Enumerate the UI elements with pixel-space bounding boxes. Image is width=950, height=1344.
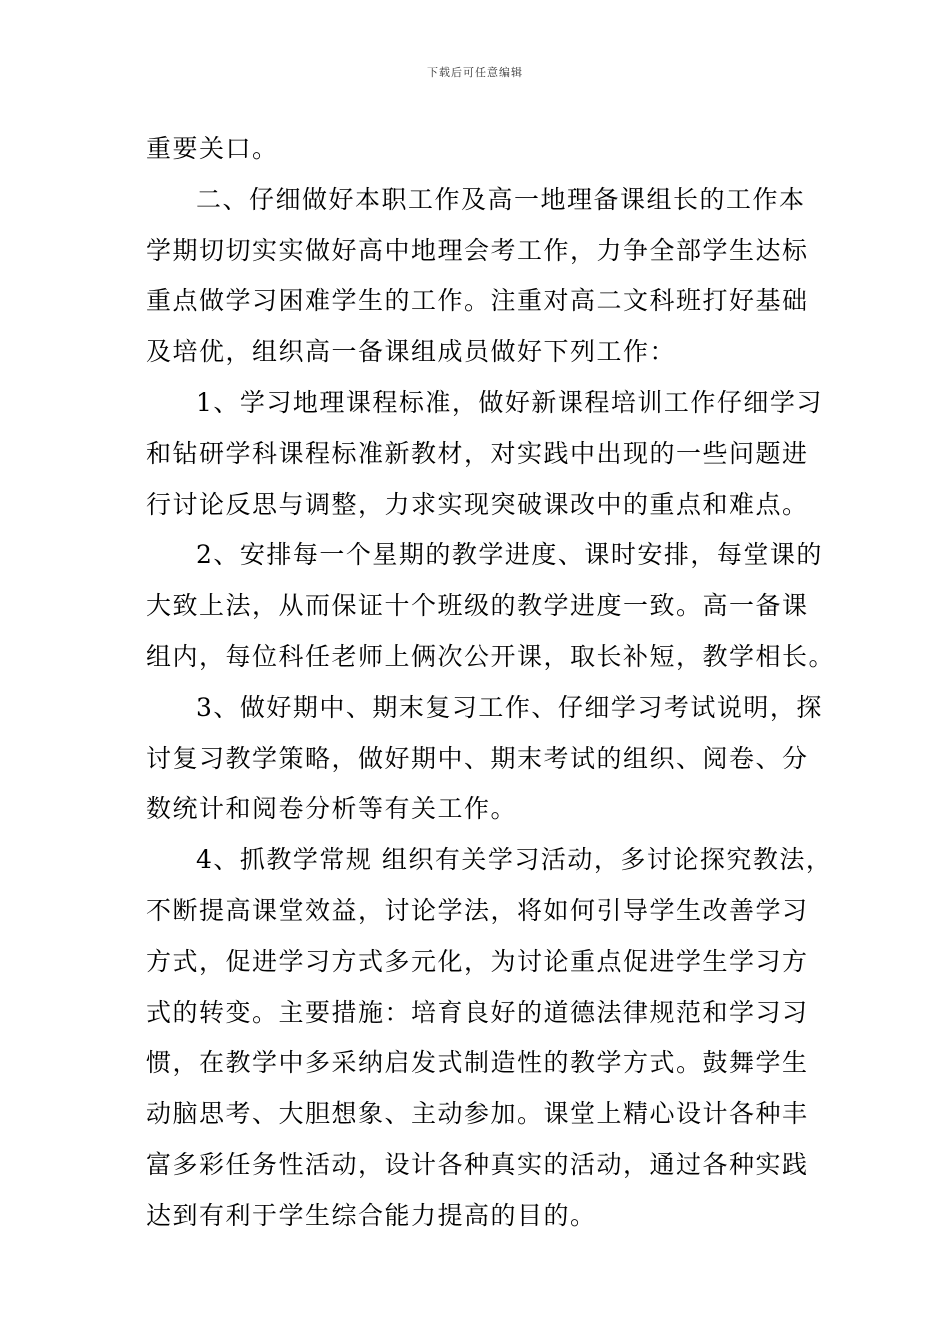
- page-header: 下载后可任意编辑: [427, 66, 523, 79]
- text-line: 重要关口。: [146, 134, 279, 163]
- text-line: 行讨论反思与调整，力求实现突破课改中的重点和难点。: [146, 489, 809, 519]
- text-line: 惯，在教学中多采纳启发式制造性的教学方式。鼓舞学生: [146, 1048, 809, 1078]
- text-line: 式的转变。主要措施：培育良好的道德法律规范和学习习: [146, 997, 809, 1027]
- document-body: [146, 124, 836, 1242]
- text-line: 及培优，组织高一备课组成员做好下列工作：: [146, 337, 677, 367]
- text-line: 方式，促进学习方式多元化，为讨论重点促进学生学习方: [146, 946, 809, 976]
- text-line: 组内，每位科任老师上俩次公开课，取长补短，教学相长。: [146, 641, 836, 671]
- text-line: 富多彩任务性活动，设计各种真实的活动，通过各种实践: [146, 1149, 809, 1179]
- list-item-1-line: 1、学习地理课程标准，做好新课程培训工作仔细学习: [196, 387, 823, 417]
- list-item-4-line: 4、抓教学常规 组织有关学习活动，多讨论探究教法，: [196, 845, 833, 875]
- text-line: 学期切切实实做好高中地理会考工作，力争全部学生达标: [146, 235, 809, 265]
- text-line: 达到有利于学生综合能力提高的目的。: [146, 1200, 597, 1230]
- text-line: 数统计和阅卷分析等有关工作。: [146, 794, 518, 824]
- text-line: 动脑思考、大胆想象、主动参加。课堂上精心设计各种丰: [146, 1099, 809, 1129]
- text-line: 大致上法，从而保证十个班级的教学进度一致。高一备课: [146, 591, 809, 621]
- text-line: 讨复习教学策略，做好期中、期末考试的组织、阅卷、分: [146, 743, 809, 773]
- text-line: 不断提高课堂效益，讨论学法，将如何引导学生改善学习: [146, 895, 809, 925]
- text-line: 重点做学习困难学生的工作。注重对高二文科班打好基础: [146, 286, 809, 316]
- list-item-3-line: 3、做好期中、期末复习工作、仔细学习考试说明，探: [196, 692, 823, 722]
- text-line: 和钻研学科课程标准新教材，对实践中出现的一些问题进: [146, 438, 809, 468]
- section-heading-line: 二、仔细做好本职工作及高一地理备课组长的工作本: [196, 184, 806, 214]
- list-item-2-line: 2、安排每一个星期的教学进度、课时安排，每堂课的: [196, 540, 823, 570]
